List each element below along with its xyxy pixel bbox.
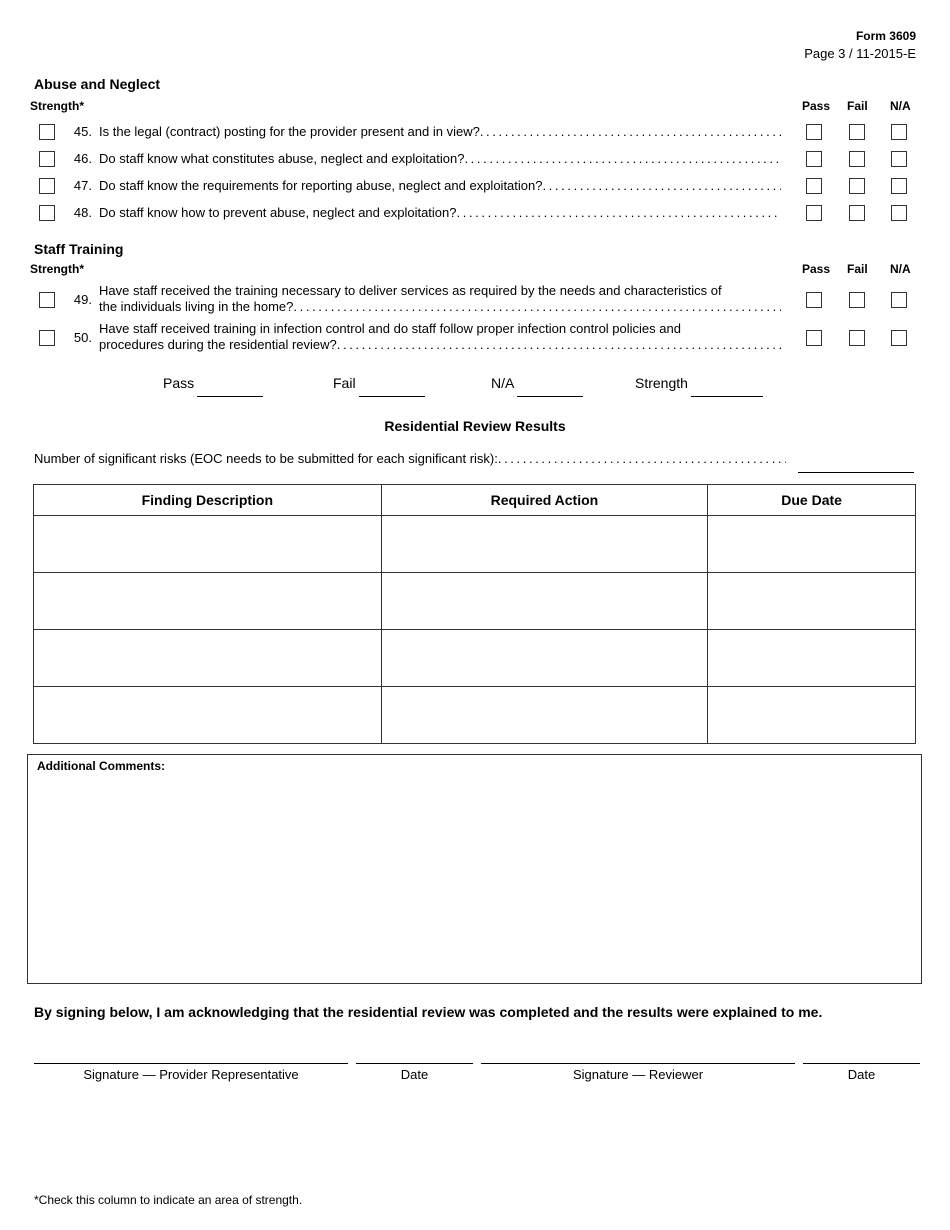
strength-header: Strength* xyxy=(30,262,84,276)
table-row xyxy=(34,630,916,687)
tally-pass-blank[interactable] xyxy=(197,396,263,397)
na-header: N/A xyxy=(890,262,911,276)
strength-checkbox-46[interactable] xyxy=(39,151,55,167)
strength-checkbox-45[interactable] xyxy=(39,124,55,140)
significant-risks-label: Number of significant risks (EOC needs to be submitted for each significant risk): . . . xyxy=(34,451,786,466)
strength-checkbox-49[interactable] xyxy=(39,292,55,308)
form-header xyxy=(804,28,916,62)
significant-risks-blank[interactable] xyxy=(798,472,914,473)
footnote: *Check this column to indicate an area of strength. xyxy=(34,1193,303,1207)
table-row xyxy=(34,573,916,630)
fail-checkbox-45[interactable] xyxy=(849,124,865,140)
question-text: Do staff know the requirements for reporting abuse, neglect and exploitation? . . . xyxy=(99,178,781,194)
tally-na xyxy=(491,375,514,391)
additional-comments-box[interactable] xyxy=(27,754,922,984)
section-title-staff-training: Staff Training xyxy=(34,241,124,257)
strength-checkbox-50[interactable] xyxy=(39,330,55,346)
provider-signature-label: Signature — Provider Representative xyxy=(83,1067,299,1082)
question-number: 49. xyxy=(73,292,92,307)
na-checkbox-45[interactable] xyxy=(891,124,907,140)
tally-strength-blank[interactable] xyxy=(691,396,763,397)
question-text xyxy=(99,321,781,353)
question-text-line-2: the individuals living in the home? xyxy=(99,299,294,314)
strength-header: Strength* xyxy=(30,99,84,113)
na-checkbox-50[interactable] xyxy=(891,330,907,346)
finding-description-cell[interactable] xyxy=(34,573,382,630)
reviewer-signature-label: Signature — Reviewer xyxy=(572,1067,704,1082)
question-text: Do staff know what constitutes abuse, neglect and exploitation? . . . xyxy=(99,151,781,167)
finding-description-cell[interactable] xyxy=(34,687,382,744)
finding-description-cell[interactable] xyxy=(34,630,382,687)
na-header: N/A xyxy=(890,99,911,113)
pass-checkbox-45[interactable] xyxy=(806,124,822,140)
fail-header: Fail xyxy=(847,99,868,113)
required-action-cell[interactable] xyxy=(381,516,708,573)
tally-strength xyxy=(635,375,688,391)
tally-na-blank[interactable] xyxy=(517,396,583,397)
fail-checkbox-49[interactable] xyxy=(849,292,865,308)
question-text-line-1: Have staff received the training necessary to deliver services as required by the needs and characteristics of xyxy=(99,283,722,298)
question-text-line-1: Have staff received training in infection control and do staff follow proper infection control policies and xyxy=(99,321,681,336)
fail-checkbox-48[interactable] xyxy=(849,205,865,221)
tally-pass-label: Pass xyxy=(163,375,195,391)
tally-na-label: N/A xyxy=(491,375,515,391)
finding-description-header: Finding Description xyxy=(34,485,382,516)
strength-checkbox-48[interactable] xyxy=(39,205,55,221)
na-checkbox-48[interactable] xyxy=(891,205,907,221)
na-checkbox-49[interactable] xyxy=(891,292,907,308)
pass-checkbox-46[interactable] xyxy=(806,151,822,167)
provider-date-label: Date xyxy=(400,1067,429,1082)
results-title: Residential Review Results xyxy=(384,418,566,434)
na-checkbox-47[interactable] xyxy=(891,178,907,194)
pass-checkbox-48[interactable] xyxy=(806,205,822,221)
fail-checkbox-46[interactable] xyxy=(849,151,865,167)
pass-checkbox-50[interactable] xyxy=(806,330,822,346)
due-date-cell[interactable] xyxy=(708,573,916,630)
strength-checkbox-47[interactable] xyxy=(39,178,55,194)
due-date-cell[interactable] xyxy=(708,516,916,573)
form-number: Form 3609 xyxy=(855,29,916,43)
due-date-cell[interactable] xyxy=(708,687,916,744)
acknowledgement-text: By signing below, I am acknowledging that the residential review was completed and the results were explained to me. xyxy=(34,1004,823,1020)
required-action-cell[interactable] xyxy=(381,687,708,744)
question-number: 50. xyxy=(73,330,92,345)
page-number: Page 3 / 11-2015-E xyxy=(804,46,916,61)
provider-signature-line[interactable] xyxy=(34,1063,348,1064)
question-number: 48. xyxy=(73,205,92,220)
question-number: 46. xyxy=(73,151,92,166)
pass-header: Pass xyxy=(802,262,831,276)
question-number: 47. xyxy=(73,178,92,193)
tally-strength-label: Strength xyxy=(635,375,688,391)
fail-header: Fail xyxy=(847,262,868,276)
question-number: 45. xyxy=(73,124,92,139)
question-text: Is the legal (contract) posting for the provider present and in view? . . . xyxy=(99,124,781,140)
fail-checkbox-50[interactable] xyxy=(849,330,865,346)
pass-checkbox-49[interactable] xyxy=(806,292,822,308)
pass-header: Pass xyxy=(802,99,831,113)
required-action-cell[interactable] xyxy=(381,630,708,687)
required-action-header: Required Action xyxy=(381,485,708,516)
tally-fail-blank[interactable] xyxy=(359,396,425,397)
reviewer-signature-line[interactable] xyxy=(481,1063,795,1064)
finding-description-cell[interactable] xyxy=(34,516,382,573)
due-date-header: Due Date xyxy=(708,485,916,516)
pass-checkbox-47[interactable] xyxy=(806,178,822,194)
question-text-line-2: procedures during the residential review? xyxy=(99,337,337,352)
question-text: Do staff know how to prevent abuse, neglect and exploitation? . . . xyxy=(99,205,781,221)
reviewer-date-line[interactable] xyxy=(803,1063,920,1064)
reviewer-date-label: Date xyxy=(847,1067,876,1082)
table-row xyxy=(34,516,916,573)
tally-fail xyxy=(333,375,356,391)
section-title-abuse-neglect: Abuse and Neglect xyxy=(34,76,161,92)
tally-fail-label: Fail xyxy=(333,375,356,391)
na-checkbox-46[interactable] xyxy=(891,151,907,167)
provider-date-line[interactable] xyxy=(356,1063,473,1064)
due-date-cell[interactable] xyxy=(708,630,916,687)
fail-checkbox-47[interactable] xyxy=(849,178,865,194)
findings-header-row xyxy=(34,485,916,516)
question-text xyxy=(99,283,781,315)
tally-pass xyxy=(163,375,194,391)
required-action-cell[interactable] xyxy=(381,573,708,630)
column-headers-abuse xyxy=(30,99,918,115)
additional-comments-label: Additional Comments: xyxy=(37,759,165,773)
column-headers-training xyxy=(30,262,918,278)
findings-table xyxy=(33,484,916,744)
table-row xyxy=(34,687,916,744)
